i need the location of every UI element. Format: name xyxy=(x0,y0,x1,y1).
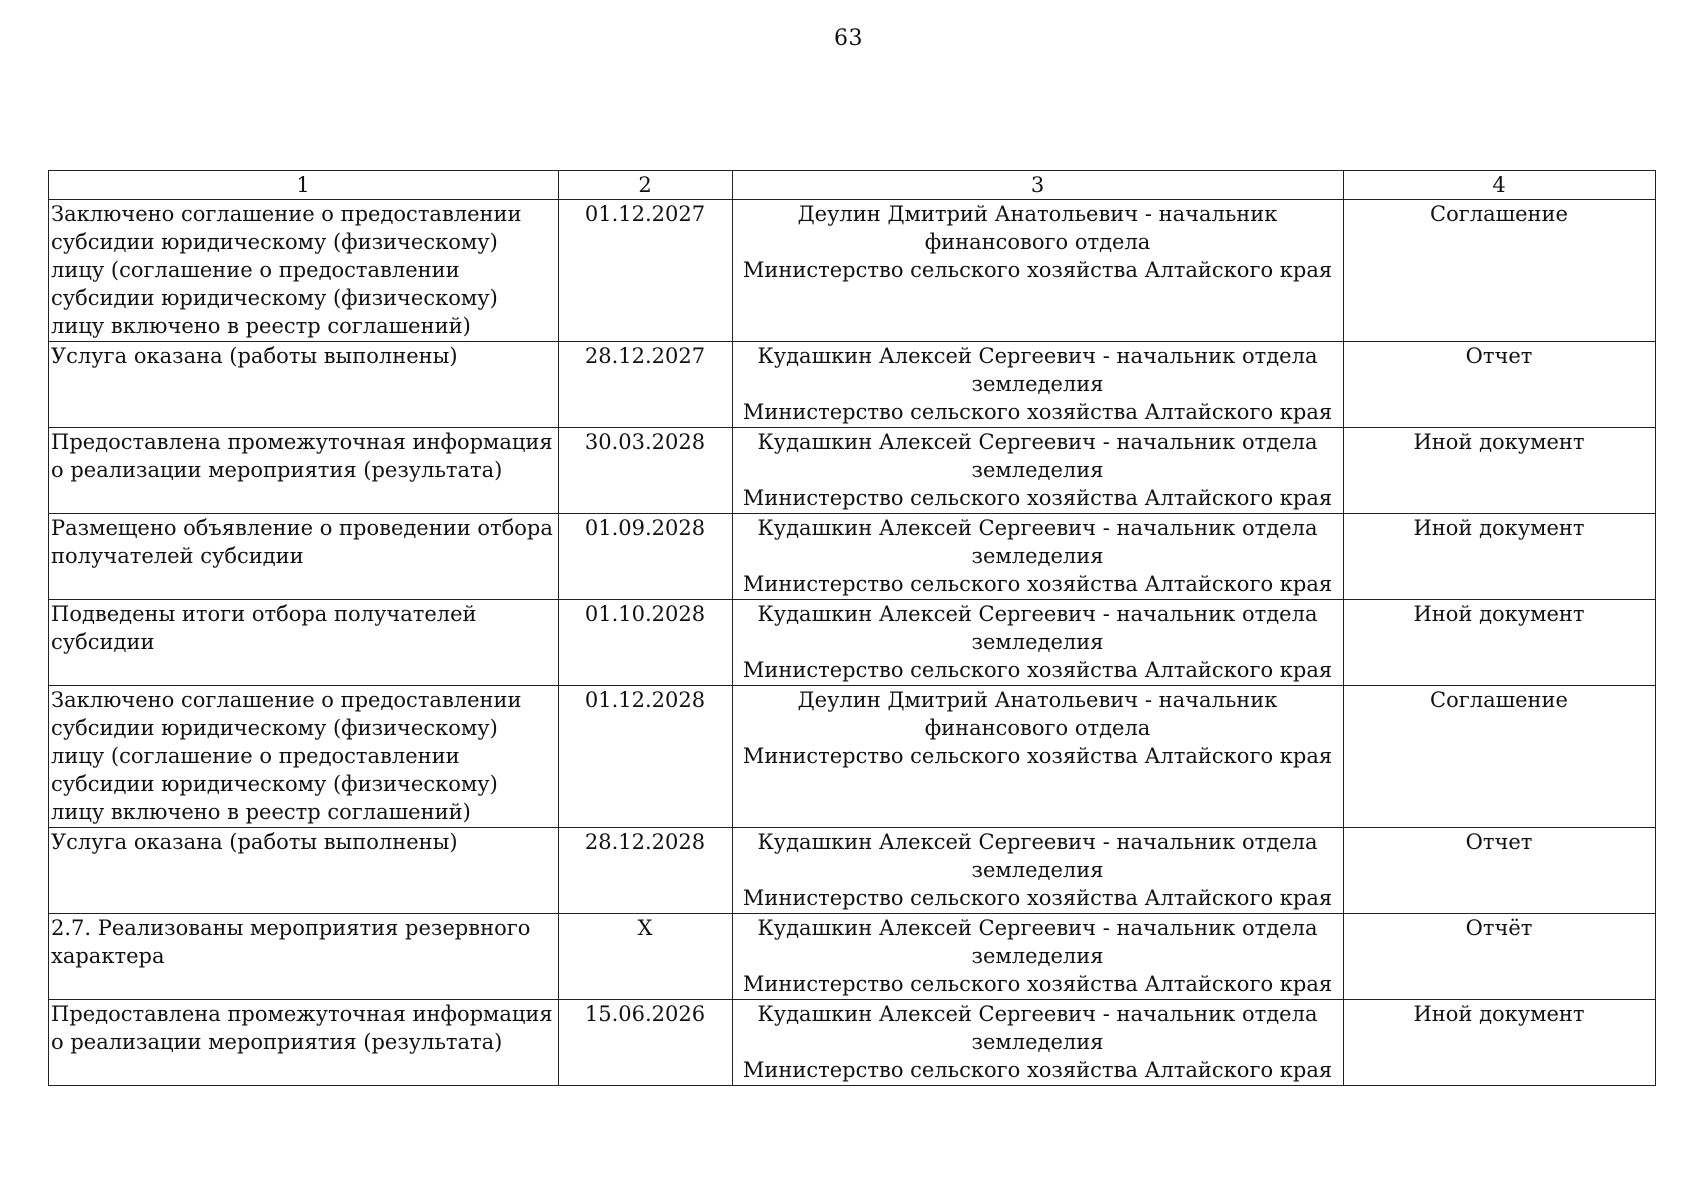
event-cell: Услуга оказана (работы выполнены) xyxy=(49,342,559,428)
event-cell: 2.7. Реализованы мероприятия резервного характера xyxy=(49,914,559,1000)
document-cell: Отчет xyxy=(1344,342,1656,428)
table-row xyxy=(49,1000,1656,1086)
date-cell: 01.09.2028 xyxy=(559,514,733,600)
table-row xyxy=(49,428,1656,514)
responsible-org: Министерство сельского хозяйства Алтайского края xyxy=(742,400,1333,424)
responsible-cell xyxy=(733,686,1344,828)
date-cell: 30.03.2028 xyxy=(559,428,733,514)
responsible-org: Министерство сельского хозяйства Алтайского края xyxy=(742,486,1333,510)
responsible-org: Министерство сельского хозяйства Алтайского края xyxy=(742,572,1333,596)
table-row xyxy=(49,342,1656,428)
event-cell: Подведены итоги отбора получателей субсидии xyxy=(49,600,559,686)
responsible-org: Министерство сельского хозяйства Алтайского края xyxy=(742,886,1333,910)
event-cell: Услуга оказана (работы выполнены) xyxy=(49,828,559,914)
column-header: 3 xyxy=(733,171,1344,200)
responsible-org: Министерство сельского хозяйства Алтайского края xyxy=(742,972,1333,996)
responsible-cell xyxy=(733,1000,1344,1086)
responsible-org: Министерство сельского хозяйства Алтайского края xyxy=(742,658,1333,682)
document-cell: Иной документ xyxy=(1344,600,1656,686)
date-cell: 01.12.2027 xyxy=(559,200,733,342)
event-cell: Заключено соглашение о предоставлении субсидии юридическому (физическому) лицу (соглашение о предоставлении субсидии юридическому (физическому) лицу включено в реестр соглашений) xyxy=(49,686,559,828)
responsible-name: Кудашкин Алексей Сергеевич - начальник отдела земледелия xyxy=(757,430,1318,482)
document-cell: Соглашение xyxy=(1344,686,1656,828)
responsible-name: Кудашкин Алексей Сергеевич - начальник отдела земледелия xyxy=(757,830,1318,882)
document-cell: Иной документ xyxy=(1344,514,1656,600)
responsible-org: Министерство сельского хозяйства Алтайского края xyxy=(742,258,1333,282)
date-cell: X xyxy=(559,914,733,1000)
schedule-table xyxy=(48,170,1656,1086)
document-cell: Отчет xyxy=(1344,828,1656,914)
responsible-name: Кудашкин Алексей Сергеевич - начальник отдела земледелия xyxy=(757,516,1318,568)
document-cell: Иной документ xyxy=(1344,428,1656,514)
responsible-name: Деулин Дмитрий Анатольевич - начальник финансового отдела xyxy=(797,202,1278,254)
table-row xyxy=(49,200,1656,342)
table-row xyxy=(49,600,1656,686)
responsible-cell xyxy=(733,514,1344,600)
responsible-name: Кудашкин Алексей Сергеевич - начальник отдела земледелия xyxy=(757,1002,1318,1054)
page-number: 63 xyxy=(834,26,863,51)
date-cell: 15.06.2026 xyxy=(559,1000,733,1086)
responsible-name: Кудашкин Алексей Сергеевич - начальник отдела земледелия xyxy=(757,344,1318,396)
table-row xyxy=(49,828,1656,914)
date-cell: 01.12.2028 xyxy=(559,686,733,828)
table-row xyxy=(49,686,1656,828)
responsible-name: Деулин Дмитрий Анатольевич - начальник финансового отдела xyxy=(797,688,1278,740)
document-cell: Соглашение xyxy=(1344,200,1656,342)
responsible-org: Министерство сельского хозяйства Алтайского края xyxy=(742,1058,1333,1082)
event-cell: Размещено объявление о проведении отбора получателей субсидии xyxy=(49,514,559,600)
event-cell: Заключено соглашение о предоставлении субсидии юридическому (физическому) лицу (соглашение о предоставлении субсидии юридическому (физическому) лицу включено в реестр соглашений) xyxy=(49,200,559,342)
responsible-name: Кудашкин Алексей Сергеевич - начальник отдела земледелия xyxy=(757,916,1318,968)
table-row xyxy=(49,514,1656,600)
responsible-cell xyxy=(733,828,1344,914)
document-cell: Отчёт xyxy=(1344,914,1656,1000)
column-header: 2 xyxy=(559,171,733,200)
table-row xyxy=(49,914,1656,1000)
responsible-org: Министерство сельского хозяйства Алтайского края xyxy=(742,744,1333,768)
event-cell: Предоставлена промежуточная информация о реализации мероприятия (результата) xyxy=(49,1000,559,1086)
date-cell: 28.12.2027 xyxy=(559,342,733,428)
responsible-cell xyxy=(733,914,1344,1000)
column-header: 4 xyxy=(1344,171,1656,200)
responsible-cell xyxy=(733,428,1344,514)
responsible-cell xyxy=(733,600,1344,686)
header-row xyxy=(49,171,1656,200)
date-cell: 28.12.2028 xyxy=(559,828,733,914)
document-cell: Иной документ xyxy=(1344,1000,1656,1086)
date-cell: 01.10.2028 xyxy=(559,600,733,686)
column-header: 1 xyxy=(49,171,559,200)
responsible-name: Кудашкин Алексей Сергеевич - начальник отдела земледелия xyxy=(757,602,1318,654)
responsible-cell xyxy=(733,200,1344,342)
responsible-cell xyxy=(733,342,1344,428)
event-cell: Предоставлена промежуточная информация о реализации мероприятия (результата) xyxy=(49,428,559,514)
